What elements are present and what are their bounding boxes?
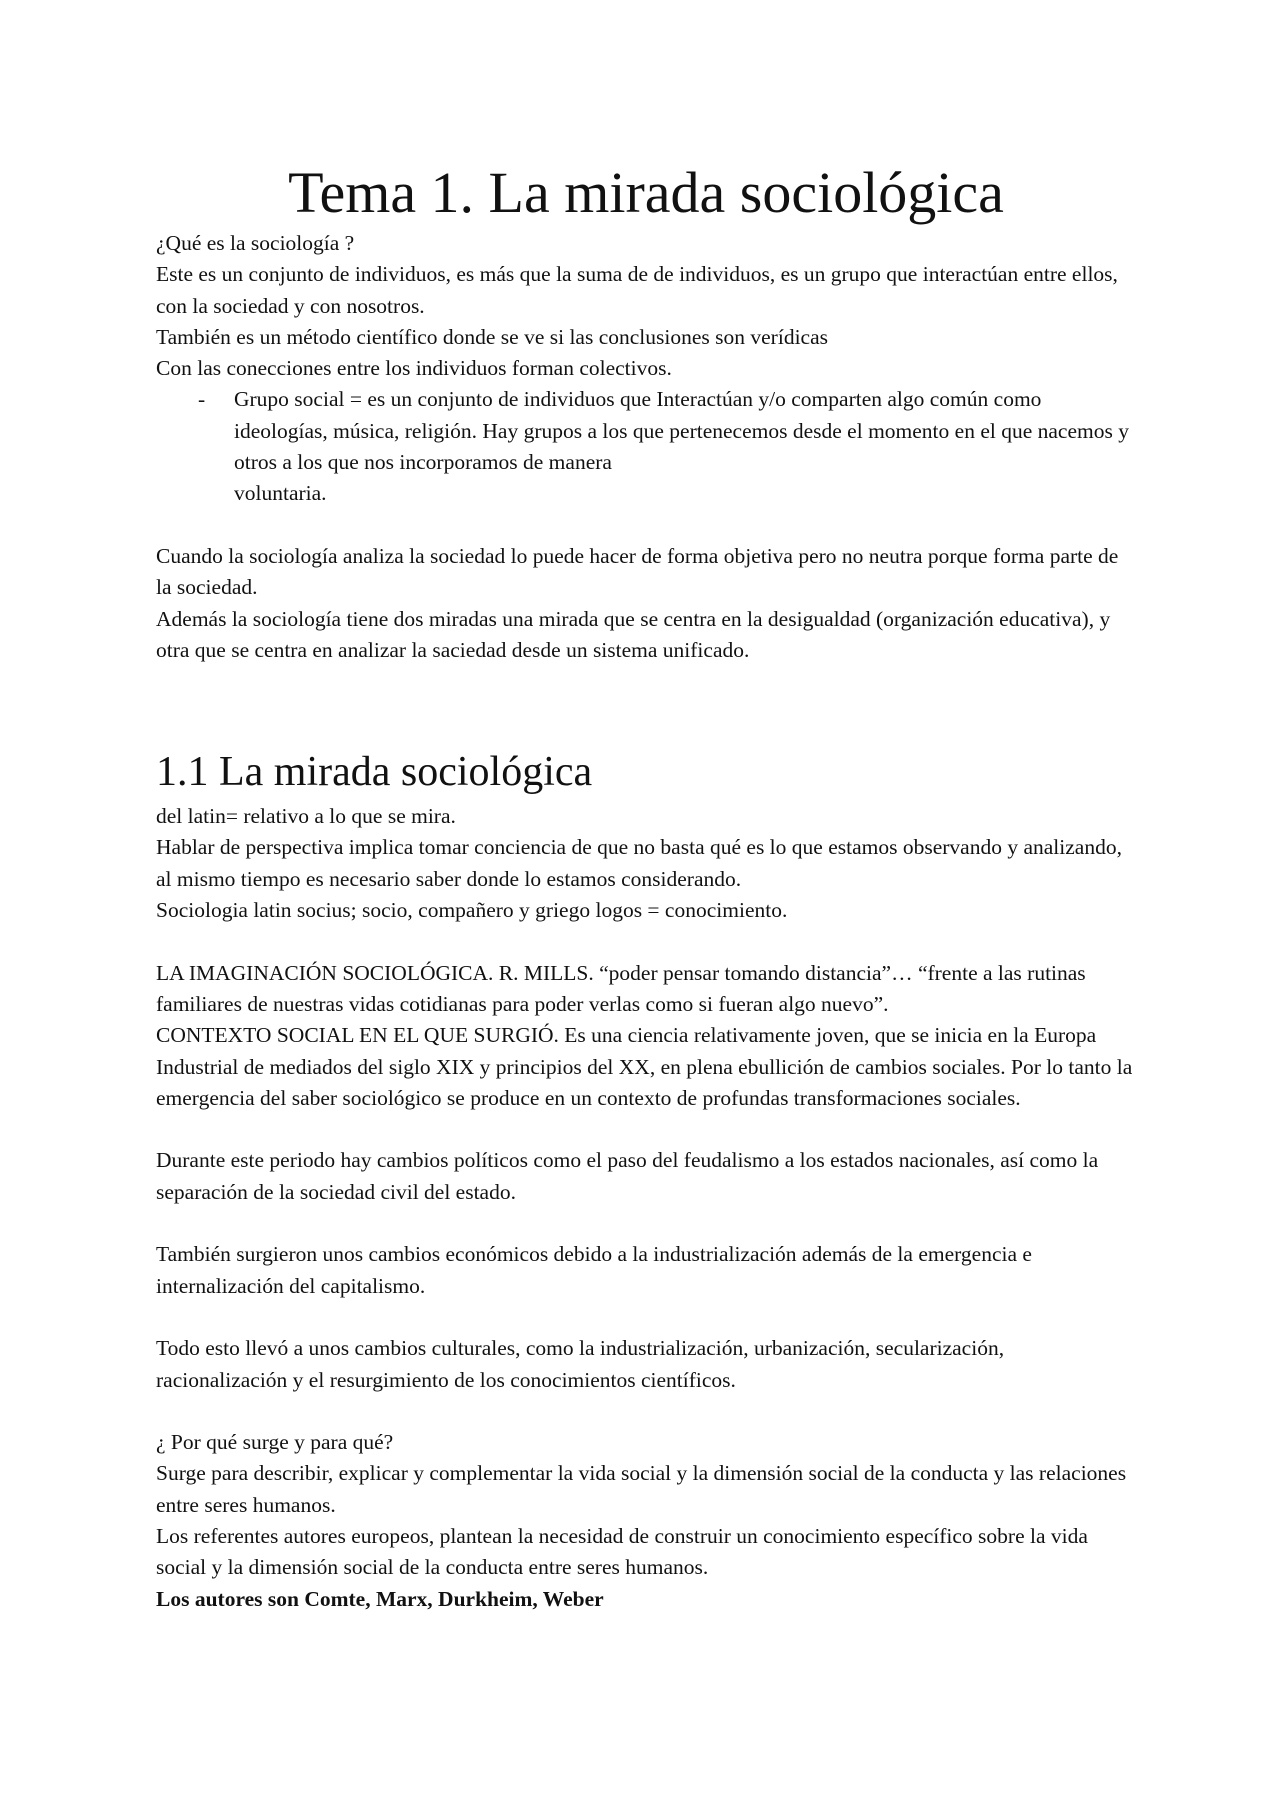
spacer: [156, 1208, 1136, 1239]
spacer: [156, 1396, 1136, 1427]
section-heading: 1.1 La mirada sociológica: [156, 749, 593, 796]
intro-paragraph: También es un método científico donde se ve si las conclusiones son verídicas: [156, 324, 828, 349]
list-item-text: voluntaria.: [234, 481, 327, 506]
bullet-dash: -: [198, 387, 206, 412]
section-paragraph: Todo esto llevó a unos cambios culturales, como la industrialización, urbanización, secularización, racionalización y el resurgimiento de los conocimientos científicos.: [156, 1336, 1005, 1392]
document-page: [156, 158, 1136, 1615]
list-item: [156, 384, 1136, 509]
spacer: [156, 666, 1136, 745]
spacer: [156, 510, 1136, 541]
section-paragraph: Durante este periodo hay cambios políticos como el paso del feudalismo a los estados nacionales, así como la separación de la sociedad civil del estado.: [156, 1148, 1099, 1204]
section-paragraph: Sociologia latin socius; socio, compañero y griego logos = conocimiento.: [156, 898, 788, 923]
section-paragraph: Surge para describir, explicar y complementar la vida social y la dimensión social de la conducta y las relaciones entre seres humanos.: [156, 1461, 1127, 1517]
section-paragraph: del latin= relativo a lo que se mira.: [156, 804, 456, 829]
spacer: [156, 926, 1136, 957]
section-paragraph: Hablar de perspectiva implica tomar conciencia de que no basta qué es lo que estamos observando y analizando, al mismo tiempo es necesario saber donde lo estamos considerando.: [156, 835, 1122, 891]
section-paragraph: LA IMAGINACIÓN SOCIOLÓGICA. R. MILLS. “poder pensar tomando distancia”… “frente a las rutinas familiares de nuestras vidas cotidianas para poder verlas como si fueran algo nuevo”.: [156, 960, 1086, 1016]
spacer: [156, 1114, 1136, 1145]
section-paragraph: Los referentes autores europeos, plantean la necesidad de construir un conocimiento específico sobre la vida social y la dimensión social de la conducta entre seres humanos.: [156, 1523, 1088, 1580]
spacer: [156, 1302, 1136, 1333]
bullet-list: [156, 384, 1136, 509]
section-paragraph: También surgieron unos cambios económicos debido a la industrialización además de la emergencia e internalización del capitalismo.: [156, 1242, 1032, 1298]
authors-line: Los autores son Comte, Marx, Durkheim, Weber: [156, 1586, 604, 1611]
page-title: Tema 1. La mirada sociológica: [288, 160, 1004, 225]
intro-paragraph: Cuando la sociología analiza la sociedad lo puede hacer de forma objetiva pero no neutra porque forma parte de la sociedad.: [156, 543, 1119, 600]
section-question: ¿ Por qué surge y para qué?: [156, 1430, 394, 1455]
intro-paragraph: Además la sociología tiene dos miradas una mirada que se centra en la desigualdad (organización educativa), y otra que se centra en analizar la saciedad desde un sistema unificado.: [156, 606, 1111, 662]
list-item-text: Grupo social = es un conjunto de individuos que Interactúan y/o comparten algo común como ideologías, música, religión. Hay grupos a los que pertenecemos desde el momento en el que nacemos y otros a los que nos incorporamos de manera: [234, 387, 1129, 475]
intro-paragraph: Este es un conjunto de individuos, es más que la suma de de individuos, es un grupo que interactúan entre ellos, con la sociedad y con nosotros.: [156, 262, 1118, 318]
section-paragraph: CONTEXTO SOCIAL EN EL QUE SURGIÓ. Es una ciencia relativamente joven, que se inicia en la Europa Industrial de mediados del siglo XIX y principios del XX, en plena ebullición de cambios sociales. Por lo tanto la emergencia del saber sociológico se produce en un contexto de profundas transformaciones sociales.: [156, 1023, 1133, 1110]
intro-paragraph: Con las conecciones entre los individuos forman colectivos.: [156, 356, 672, 381]
intro-question: ¿Qué es la sociología ?: [156, 231, 355, 255]
